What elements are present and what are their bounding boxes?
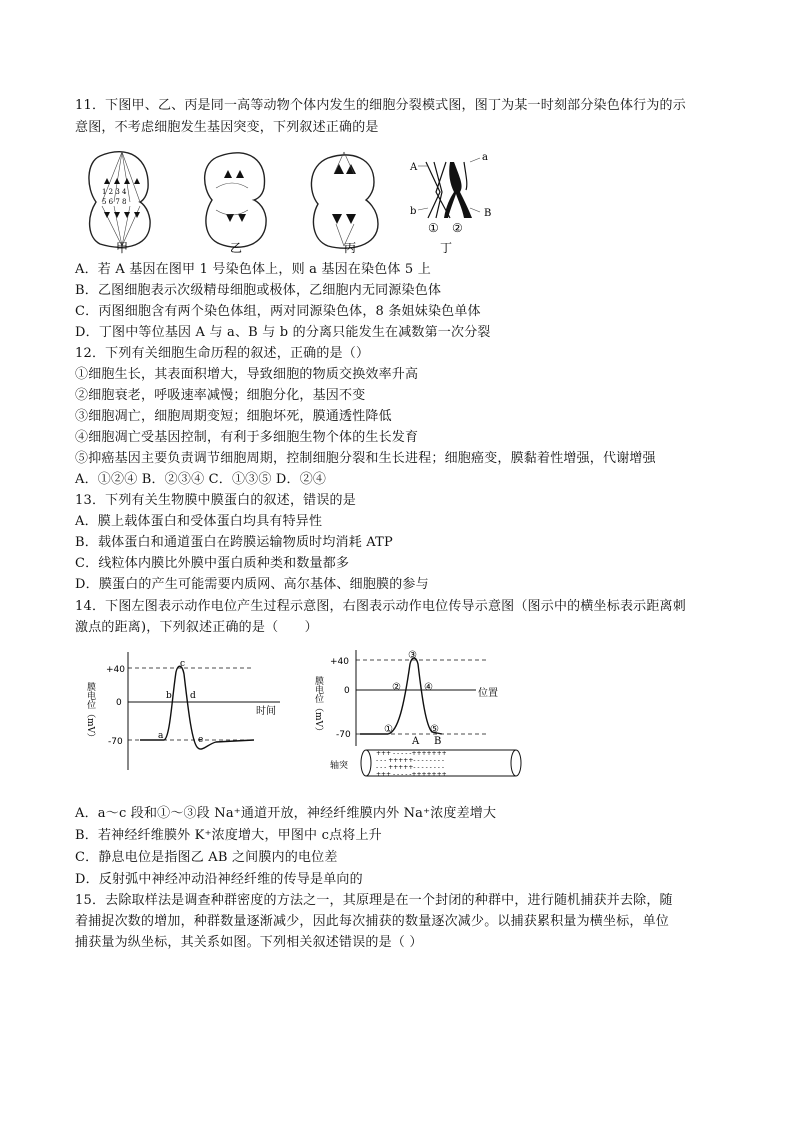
q11-stem-line2: 意图，不考虑细胞发生基因突变，下列叙述正确的是 <box>75 120 379 135</box>
q11-option-b: B．乙图细胞表示次级精母细胞或极体，乙细胞内无同源染色体 <box>75 283 442 298</box>
jia-numbers-top: 1 2 3 4 <box>102 188 127 196</box>
axon-label: 轴突 <box>330 761 349 771</box>
gene-A: A <box>410 162 418 173</box>
q13-option-b: B．载体蛋白和通道蛋白在跨膜运输物质时均消耗 ATP <box>75 535 393 550</box>
q15-stem-line2: 着捕捉次数的增加，种群数量逐渐减少，因此每次捕获的数量逐次减少。以捕获累积量为横坐标，单位 <box>75 914 670 929</box>
cell-jia <box>89 152 150 248</box>
point-e: e <box>198 735 204 745</box>
left-tick-0: 0 <box>116 698 122 708</box>
axon-diagram <box>361 750 521 778</box>
right-ylabel: 膜电位（mV） <box>313 676 323 737</box>
conduction-chart <box>313 646 526 782</box>
svg-text:+++ - - - - -+++++++: +++ - - - - -+++++++ <box>376 771 447 778</box>
q14-option-a: A．a～c 段和①～③段 Na⁺通道开放，神经纤维膜内外 Na⁺浓度差增大 <box>75 806 497 821</box>
chromosomes-ding <box>418 158 480 218</box>
right-tick-40: +40 <box>330 657 349 667</box>
q11-option-a: A．若 A 基因在图甲 1 号染色体上，则 a 基因在染色体 5 上 <box>75 262 431 277</box>
q12-item-1: ①细胞生长，其表面积增大，导致细胞的物质交换效率升高 <box>75 367 419 382</box>
gene-B: B <box>484 208 492 219</box>
svg-text:- - - +++++- - - - - - - -: - - - +++++- - - - - - - - <box>376 764 445 771</box>
point-a: a <box>158 731 164 741</box>
label-bing: 丙 <box>344 241 357 255</box>
q13-option-c: C．线粒体内膜比外膜中蛋白质种类和数量都多 <box>75 556 350 571</box>
cell-bing <box>311 152 378 248</box>
q11-cell-division-figure <box>88 148 508 256</box>
q12-item-5: ⑤抑癌基因主要负责调节细胞周期，控制细胞分裂和生长进程；细胞癌变，膜黏着性增强，代谢增强 <box>75 451 656 466</box>
label-yi: 乙 <box>230 241 243 255</box>
q12-item-3: ③细胞凋亡，细胞周期变短；细胞坏死，膜通透性降低 <box>75 409 392 424</box>
point-b: b <box>166 691 172 701</box>
right-tick-70: -70 <box>336 730 351 740</box>
circle-1: ① <box>428 221 439 235</box>
q12-item-4: ④细胞凋亡受基因控制，有利于多细胞生物个体的生长发育 <box>75 430 419 445</box>
segment-B: B <box>434 736 442 747</box>
right-xlabel: 位置 <box>478 688 498 699</box>
q15-stem-line3: 捕获量为纵坐标，其关系如图。下列相关叙述错误的是（ ） <box>75 935 423 950</box>
jia-numbers-bottom: 5 6 7 8 <box>102 198 127 206</box>
q12-item-2: ②细胞衰老，呼吸速率减慢；细胞分化，基因不变 <box>75 388 366 403</box>
svg-text:+++ - - - - -+++++++: +++ - - - - -+++++++ <box>376 750 447 757</box>
label-ding: 丁 <box>440 241 453 255</box>
q11-option-c: C．丙图细胞含有两个染色体组，两对同源染色体，8 条姐妹染色单体 <box>75 304 481 319</box>
point-3: ③ <box>408 650 417 661</box>
left-tick-70: -70 <box>108 737 123 747</box>
q14-option-d: D．反射弧中神经冲动沿神经纤维的传导是单向的 <box>75 872 363 887</box>
point-d: d <box>190 691 196 701</box>
point-2: ② <box>392 682 401 693</box>
circle-2: ② <box>452 221 463 235</box>
gene-b: b <box>410 206 417 217</box>
left-tick-40: +40 <box>106 665 125 675</box>
point-1: ① <box>384 724 393 735</box>
right-tick-0: 0 <box>344 686 350 696</box>
cell-yi <box>205 153 266 247</box>
q12-options: A．①②④ B．②③④ C．①③⑤ D．②④ <box>75 472 327 487</box>
label-jia: 甲 <box>116 241 129 255</box>
conduction-curve <box>360 658 442 734</box>
q14-stem-line1: 14．下图左图表示动作电位产生过程示意图，右图表示动作电位传导示意图（图示中的横坐标表示距离刺 <box>75 599 686 614</box>
left-ylabel: 膜电位（mV） <box>85 682 95 743</box>
left-xlabel: 时间 <box>256 706 276 717</box>
q11-option-d: D．丁图中等位基因 A 与 a、B 与 b 的分离只能发生在减数第一次分裂 <box>75 325 491 340</box>
q13-stem: 13．下列有关生物膜中膜蛋白的叙述，错误的是 <box>75 493 356 508</box>
segment-A: A <box>412 736 420 747</box>
svg-text:- - - +++++- - - - - - - -: - - - +++++- - - - - - - - <box>376 757 445 764</box>
point-c: c <box>180 659 186 669</box>
q13-option-a: A．膜上载体蛋白和受体蛋白均具有特异性 <box>75 514 323 529</box>
q14-option-c: C．静息电位是指图乙 AB 之间膜内的电位差 <box>75 850 338 865</box>
action-potential-chart <box>84 648 294 778</box>
gene-a: a <box>482 152 488 163</box>
point-4: ④ <box>424 682 433 693</box>
q11-stem-line1: 11．下图甲、乙、丙是同一高等动物个体内发生的细胞分裂模式图，图丁为某一时刻部分染色体行为的示 <box>75 98 686 113</box>
point-5: ⑤ <box>430 724 439 735</box>
q14-stem-line2: 激点的距离)，下列叙述正确的是（ ） <box>75 620 318 635</box>
q14-option-b: B．若神经纤维膜外 K⁺浓度增大，甲图中 c点将上升 <box>75 828 382 843</box>
q12-stem: 12．下列有关细胞生命历程的叙述，正确的是（） <box>75 346 370 361</box>
q13-option-d: D．膜蛋白的产生可能需要内质网、高尔基体、细胞膜的参与 <box>75 577 429 592</box>
q15-stem-line1: 15．去除取样法是调查种群密度的方法之一，其原理是在一个封闭的种群中，进行随机捕获并去除，随 <box>75 893 673 908</box>
